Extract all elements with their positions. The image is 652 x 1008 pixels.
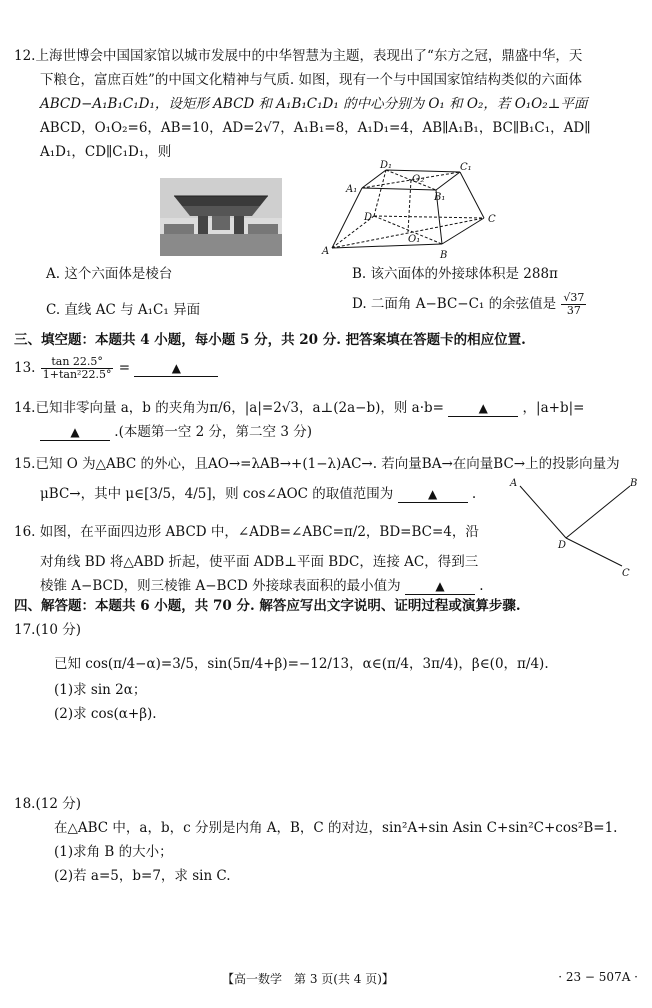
label-c: C (488, 214, 496, 225)
china-pavilion-photo (160, 178, 282, 256)
answer-blank[interactable] (448, 400, 518, 417)
page-footer (0, 970, 652, 992)
label-b: B (630, 478, 638, 489)
label-a: A (510, 478, 518, 489)
q18-given: 在△ABC 中，a，b，c 分别是内角 A，B，C 的对边，sin²A+sin Asin C+sin²C+cos²B=1. (54, 820, 618, 836)
question-18 (14, 792, 640, 888)
blank-triangle-icon: ▲ (70, 425, 80, 439)
q17-part-2: (2)求 cos(α+β). (54, 706, 157, 722)
section-3-heading: 三、填空题：本题共 4 小题，每小题 5 分，共 20 分. 把答案填在答题卡的相应位置. (14, 332, 526, 348)
q17-part-1: (1)求 sin 2α； (54, 682, 147, 698)
q18-part-2: (2)若 a=5，b=7，求 sin C. (54, 868, 231, 884)
blank-triangle-icon: ▲ (478, 401, 488, 415)
fraction-denominator: 1+tan²22.5° (42, 368, 112, 381)
footer-code: · 23 − 507A · (558, 970, 638, 984)
q15-line: μBC→，其中 μ∈[3/5，4/5]，则 cos∠AOC 的取值范围为 (40, 486, 394, 502)
answer-blank[interactable] (40, 424, 110, 441)
label-d: D (558, 540, 567, 551)
question-13 (14, 356, 640, 381)
q12-line: ABCD，O₁O₂=6，AB=10，AD=2√7，A₁B₁=8，A₁D₁=4，AB∥A₁B₁，BC∥B₁C₁，AD∥ (40, 120, 591, 136)
fraction-numerator: tan 22.5° (41, 356, 114, 369)
q12-option-c: C. 直线 AC 与 A₁C₁ 异面 (46, 302, 201, 318)
q13-equals: = (118, 360, 131, 376)
label-a1: A₁ (346, 184, 358, 195)
q12-line: 下粮仓，富庶百姓”的中国文化精神与气质. 如图，现有一个与中国国家馆结构类似的六面体 (40, 72, 582, 88)
label-c1: C₁ (460, 162, 472, 173)
q16-line: . (479, 578, 484, 594)
answer-blank[interactable] (398, 486, 468, 503)
q17-heading: 17.(10 分) (14, 622, 81, 638)
q12-option-b: B. 该六面体的外接球体积是 288π (352, 266, 558, 282)
q15-line: . (471, 486, 477, 502)
question-14 (14, 396, 640, 444)
q14-text: 14.已知非零向量 a，b 的夹角为π/6，|a|=2√3，a⊥(2a−b)，则 a·b= (14, 400, 444, 416)
q13-number: 13. (14, 360, 36, 376)
quadrilateral-diagram (504, 474, 644, 582)
q12-line: 12.上海世博会中国国家馆以城市发展中的中华智慧为主题，表现出了“东方之冠，鼎盛中华，天 (14, 48, 583, 64)
label-d1: D₁ (380, 160, 393, 171)
label-a: A (322, 246, 330, 257)
question-17 (14, 618, 640, 726)
q12-option-d (352, 292, 587, 317)
footer-page-info: 【高一数学 第 3 页(共 4 页)】 (222, 972, 394, 986)
section-4-heading: 四、解答题：本题共 6 小题，共 70 分. 解答应写出文字说明、证明过程或演算步骤. (14, 598, 521, 614)
answer-blank[interactable] (134, 360, 218, 377)
blank-triangle-icon: ▲ (427, 487, 438, 501)
label-o1: O₁ (408, 234, 421, 245)
q14-text: ，|a+b|= (522, 400, 585, 416)
q14-text: .(本题第一空 2 分，第二空 3 分) (114, 424, 312, 440)
q12-option-a: A. 这个六面体是棱台 (46, 266, 173, 282)
q16-line: 对角线 BD 将△ABD 折起，使平面 ADB⊥平面 BDC，连接 AC，得到三 (40, 554, 479, 570)
q18-heading: 18.(12 分) (14, 796, 81, 812)
label-b: B (440, 250, 448, 261)
label-b1: B₁ (434, 192, 446, 203)
answer-blank[interactable] (405, 578, 475, 595)
q18-part-1: (1)求角 B 的大小； (54, 844, 173, 860)
hexahedron-diagram (318, 160, 502, 262)
q16-line: 16. 如图，在平面四边形 ABCD 中，∠ADB=∠ABC=π/2，BD=BC=4，沿 (14, 524, 479, 540)
q17-given: 已知 cos(π/4−α)=3/5，sin(5π/4+β)=−12/13，α∈(π/4，3π/4)，β∈(0，π/4). (54, 656, 549, 672)
q15-line: 15.已知 O 为△ABC 的外心，且AO→=λAB→+(1−λ)AC→. 若向量BA→在向量BC→上的投影向量为 (14, 456, 620, 472)
q16-line: 棱锥 A−BCD，则三棱锥 A−BCD 外接球表面积的最小值为 (40, 578, 401, 594)
label-o2: O₂ (412, 174, 425, 185)
label-c: C (622, 568, 630, 579)
blank-triangle-icon: ▲ (435, 579, 445, 593)
fraction-numerator: √37 (563, 291, 585, 304)
q12-line: ABCD−A₁B₁C₁D₁，设矩形 ABCD 和 A₁B₁C₁D₁ 的中心分别为 O₁ 和 O₂，若 O₁O₂⊥平面 (40, 96, 588, 112)
q12-option-d-text: D. 二面角 A−BC−C₁ 的余弦值是 (352, 296, 557, 312)
question-12 (14, 44, 640, 164)
label-d: D (364, 212, 373, 223)
q12-line: A₁D₁，CD∥C₁D₁，则 (40, 144, 172, 160)
q13-fraction (41, 356, 114, 381)
blank-triangle-icon: ▲ (171, 361, 181, 375)
q12-option-d-fraction (561, 292, 586, 317)
fraction-denominator: 37 (566, 304, 581, 317)
